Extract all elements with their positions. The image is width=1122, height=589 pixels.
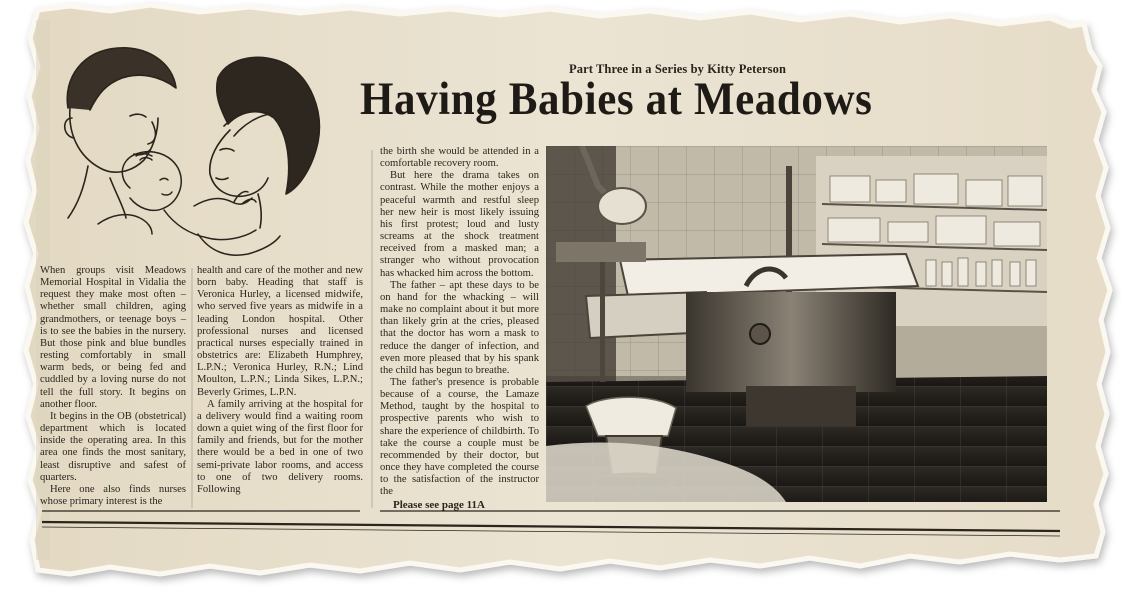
text-column-3 [380, 146, 539, 499]
column-2-paragraph: A family arriving at the hospital for a delivery would find a waiting room down a quiet wing of the first floor for family and friends, but for the mother there would be a bed in one of two semi-private labor rooms, and access to one of two delivery rooms. Following [197, 398, 363, 495]
father-neck [68, 166, 88, 218]
column-1-paragraph: When groups visit Meadows Memorial Hospital in Vidalia the request they make most often – whether small children, aging grandmothers, or teenage boys – is to see the babies in the nursery. But those pink and blue bundles resting comfortably in small warm beds, or being fed and cuddled by a loving nurse do not tell the full story. It begins on another floor. [40, 265, 186, 410]
article-headline: Having Babies at Meadows [360, 73, 873, 125]
father-nose [148, 122, 155, 144]
column-3-paragraph: The father – apt these days to be on hand for the whacking – will make no complaint about it but more than likely grin at the cries, pleased that the doctor has worn a mask to reduce the danger of infection, and even more pleased that by his spank the child has begun to breathe. [380, 279, 539, 376]
instrument-cart [556, 242, 646, 262]
series-byline: Part Three in a Series by Kitty Peterson [569, 62, 787, 76]
father-hand [98, 215, 152, 234]
mother-eye [220, 149, 234, 151]
column-3-paragraph: The father's presence is probable because of a course, the Lamaze Method, taught by the hospital to prospective parents who wish to share the experience of childbirth. To take the course a couple must be recommended by their doctor, but once they have completed the course to the satisfaction of the instructor the [380, 376, 539, 498]
table-body [686, 292, 896, 392]
mother-face [210, 130, 268, 196]
cart-leg [600, 262, 605, 382]
father-face [70, 108, 158, 172]
text-column-1 [40, 265, 186, 508]
mother-mouth [216, 178, 228, 180]
table-crank [750, 324, 770, 344]
table-base [746, 386, 856, 426]
baby-eye [160, 179, 168, 181]
father-hair [67, 48, 176, 110]
column-3-paragraph: But here the drama takes on contrast. While the mother enjoys a peaceful warmth and restful sleep her new heir is most likely issuing his first protest; loud and lusty screams at the shock treatment received from a masked man; a stranger who without provocation has whacked him across the bottom. [380, 170, 539, 279]
text-column-2 [197, 265, 363, 496]
column-3-paragraph: the birth she would be attended in a comfortable recovery room. [380, 146, 539, 170]
column-1-paragraph: It begins in the OB (obstetrical) department which is located inside the operating area. In this area one finds the most sanitary, least disruptive and safest of quarters. [40, 410, 186, 483]
kick-bucket-cloth [586, 397, 676, 436]
continued-note: Please see page 11A [393, 499, 485, 511]
surgical-lamp [598, 188, 646, 224]
mother-hair [217, 57, 320, 194]
father-collar [110, 178, 126, 218]
column-2-paragraph: health and care of the mother and new born baby. Heading that staff is Veronica Hurley, a licensed midwife, who served five years as midwife in a leading London hospital. Other professional nurses and licensed practical nurses especially trained in obstetrics are: Elizabeth Humphrey, L.P.N.; Veronica Hurley, R.N.; Lind Moulton, L.P.N.; Linda Sikes, L.P.N.; Beverly Grimes, L.P.N. [197, 265, 363, 398]
family-illustration [48, 38, 328, 263]
father-eye [130, 114, 146, 117]
delivery-room-photo [546, 146, 1047, 502]
baby-body [164, 210, 256, 240]
mother-neck [258, 194, 261, 228]
column-1-paragraph: Here one also finds nurses whose primary interest is the [40, 483, 186, 507]
baby-mouth [162, 192, 172, 195]
